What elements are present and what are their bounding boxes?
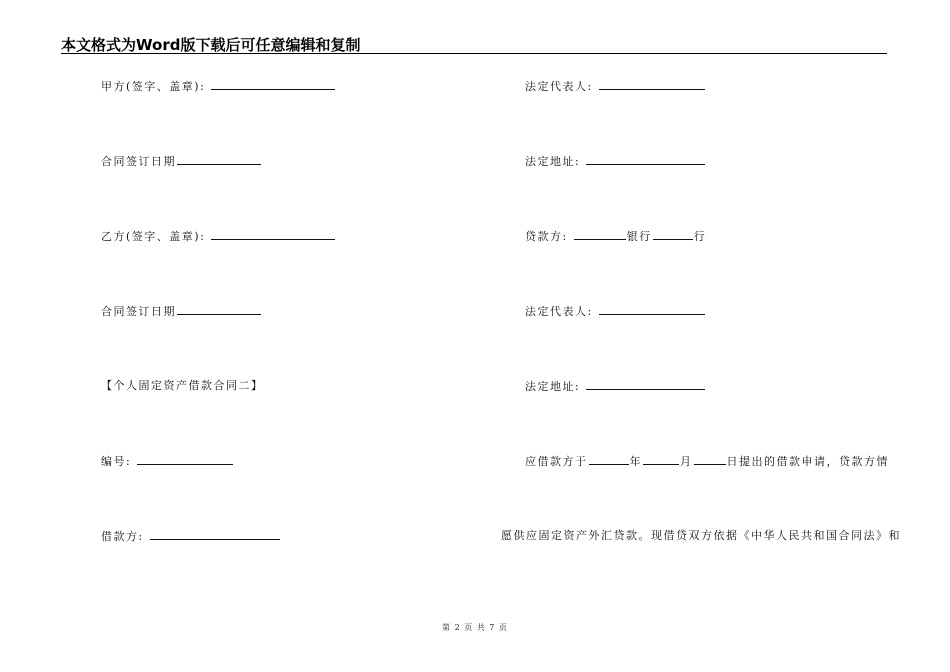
- contract-number-blank: [137, 454, 233, 465]
- para1-rest: 日提出的借款申请，贷款方情: [726, 455, 889, 468]
- party-b-label: 乙方(签字、盖章):: [101, 230, 206, 243]
- borrower-label: 借款方:: [101, 530, 144, 543]
- borrower-blank: [150, 529, 280, 540]
- year-blank: [589, 454, 629, 465]
- sign-date-blank-1: [177, 154, 261, 165]
- legal-address-blank-2: [586, 379, 705, 390]
- para1-month: 月: [680, 455, 693, 468]
- loan-application-line: [525, 454, 889, 469]
- legal-address-line-1: [525, 154, 706, 169]
- sign-date-line-2: [101, 304, 262, 319]
- sign-date-blank-2: [177, 304, 261, 315]
- day-blank: [694, 454, 726, 465]
- contract-number-line: [101, 454, 234, 469]
- legal-address-blank-1: [586, 154, 705, 165]
- legal-rep-blank-2: [599, 304, 705, 315]
- para1-start: 应借款方于: [525, 455, 588, 468]
- page-footer: 第 2 页 共 7 页: [442, 623, 508, 632]
- para1-year: 年: [629, 455, 642, 468]
- bank-word: 银行: [626, 230, 652, 243]
- contract-number-label: 编号:: [101, 455, 132, 468]
- month-blank: [643, 454, 679, 465]
- legal-address-label-2: 法定地址:: [525, 380, 581, 393]
- sign-date-label-1: 合同签订日期: [101, 155, 176, 168]
- legal-rep-blank-1: [599, 79, 705, 90]
- loan-basis-line: 愿供应固定资产外汇贷款。现借贷双方依据《中华人民共和国合同法》和: [501, 529, 901, 542]
- sign-date-label-2: 合同签订日期: [101, 305, 176, 318]
- lender-bank-blank: [574, 229, 626, 240]
- party-a-label: 甲方(签字、盖章):: [101, 80, 206, 93]
- sign-date-line-1: [101, 154, 262, 169]
- legal-rep-line-2: [525, 304, 706, 319]
- party-a-signature-line: [101, 79, 336, 94]
- legal-rep-label-1: 法定代表人:: [525, 80, 593, 93]
- lender-line: [525, 229, 706, 244]
- borrower-line: [101, 529, 281, 544]
- lender-label: 贷款方:: [525, 230, 568, 243]
- branch-word: 行: [693, 230, 707, 243]
- legal-address-line-2: [525, 379, 706, 394]
- party-b-blank: [211, 229, 335, 240]
- lender-branch-blank: [653, 229, 693, 240]
- document-header: 本文格式为Word版下载后可任意编辑和复制: [61, 36, 361, 54]
- legal-rep-label-2: 法定代表人:: [525, 305, 593, 318]
- party-b-signature-line: [101, 229, 336, 244]
- party-a-blank: [211, 79, 335, 90]
- legal-rep-line-1: [525, 79, 706, 94]
- section-title: 【个人固定资产借款合同二】: [101, 379, 264, 392]
- header-rule: [61, 53, 887, 54]
- legal-address-label-1: 法定地址:: [525, 155, 581, 168]
